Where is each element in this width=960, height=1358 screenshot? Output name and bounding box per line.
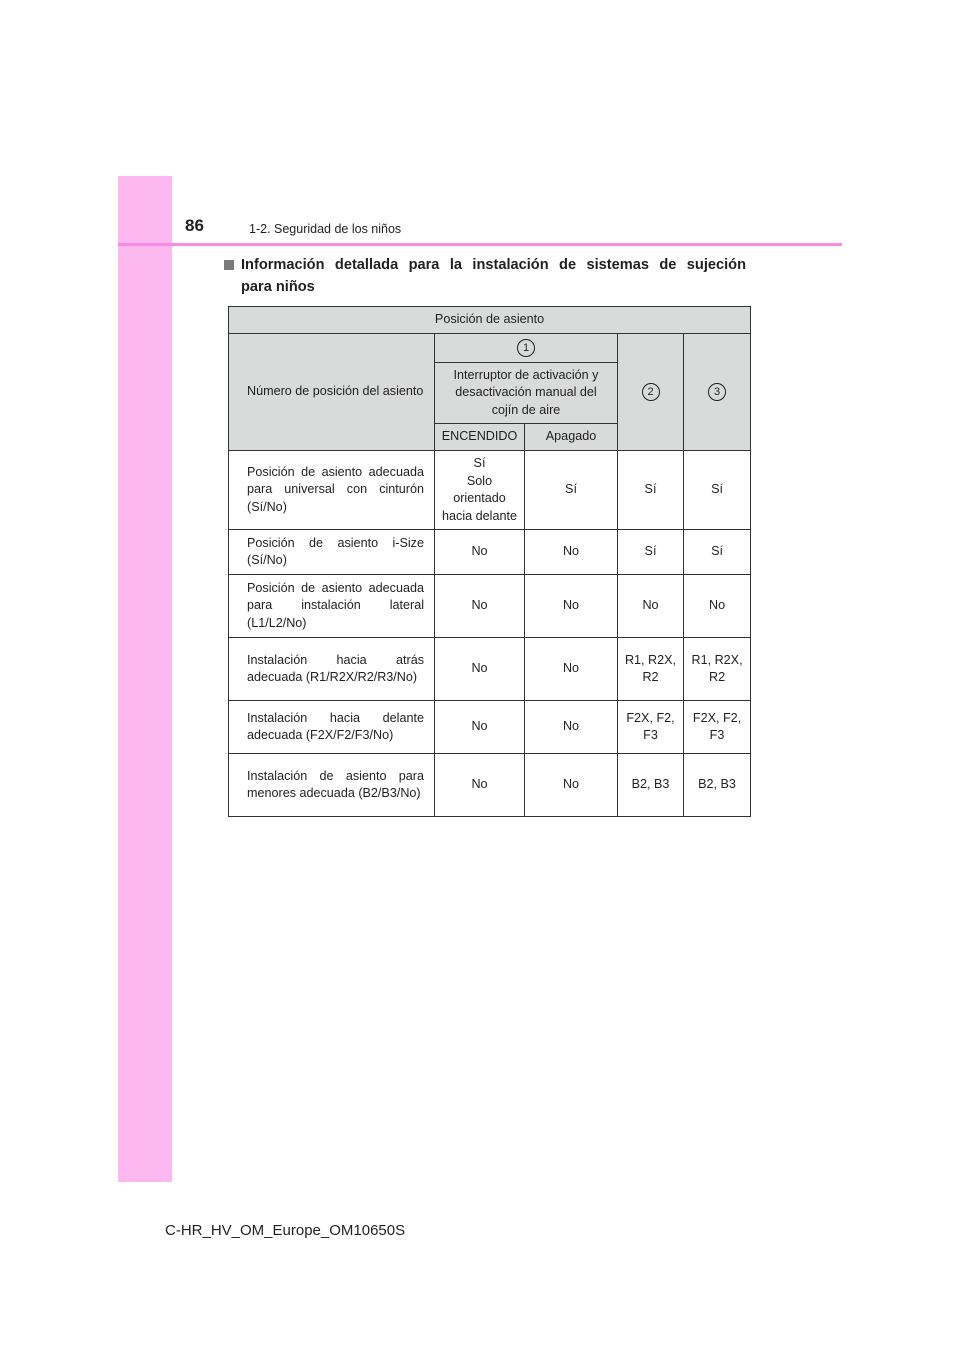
cell-line: Solo — [466, 473, 493, 488]
cell-on: No — [435, 638, 525, 701]
column-1-header — [435, 334, 618, 363]
cell-line: R1, R2X, — [624, 652, 677, 667]
cell-off: Sí — [525, 451, 618, 530]
cell-off: No — [525, 701, 618, 754]
circled-number-3-icon: 3 — [708, 383, 726, 401]
cell-line: orientado — [453, 491, 506, 505]
table-row — [229, 754, 751, 817]
cell-line: hacia delante — [442, 508, 517, 523]
table-title-row — [229, 307, 751, 334]
row-label: Posición de asiento adecuada para universal con cinturón (Sí/No) — [229, 451, 435, 530]
cell-line: F2X, F2, — [692, 710, 742, 725]
table-row — [229, 701, 751, 754]
table-row — [229, 638, 751, 701]
seat-position-table — [228, 306, 751, 817]
cell-seat-3 — [684, 701, 751, 754]
cell-seat-3: No — [684, 575, 751, 638]
column-3-header — [684, 334, 751, 451]
cell-line: R2 — [642, 670, 659, 684]
side-color-band — [118, 176, 172, 1182]
cell-on: No — [435, 530, 525, 575]
cell-on — [435, 451, 525, 530]
cell-line: R2 — [708, 670, 726, 684]
cell-seat-2 — [618, 638, 684, 701]
row-label: Instalación de asiento para menores adecuada (B2/B3/No) — [229, 754, 435, 817]
circled-number-2-icon: 2 — [642, 383, 660, 401]
cell-line: F3 — [643, 728, 658, 742]
cell-seat-2: B2, B3 — [618, 754, 684, 817]
cell-seat-2: Sí — [618, 530, 684, 575]
heading-line-2: para niños — [241, 279, 315, 295]
cell-on: No — [435, 575, 525, 638]
cell-seat-3: Sí — [684, 530, 751, 575]
page-number: 86 — [185, 216, 204, 235]
column-2-header — [618, 334, 684, 451]
seat-number-label: Número de posición del asiento — [229, 334, 435, 451]
airbag-switch-header: Interruptor de activación y desactivación manual del cojín de aire — [435, 363, 618, 424]
row-label: Posición de asiento i-Size (Sí/No) — [229, 530, 435, 575]
table-row — [229, 575, 751, 638]
cell-seat-2: No — [618, 575, 684, 638]
section-heading — [224, 254, 746, 298]
cell-seat-2: Sí — [618, 451, 684, 530]
cell-off: No — [525, 754, 618, 817]
cell-line: Sí — [473, 456, 486, 470]
cell-seat-3: B2, B3 — [684, 754, 751, 817]
cell-off: No — [525, 530, 618, 575]
switch-on-header: ENCENDIDO — [435, 424, 525, 451]
table-row — [229, 530, 751, 575]
cell-on: No — [435, 701, 525, 754]
cell-off: No — [525, 638, 618, 701]
cell-line: F3 — [709, 728, 725, 742]
cell-seat-3: Sí — [684, 451, 751, 530]
row-label: Instalación hacia atrás adecuada (R1/R2X/R2/R3/No) — [229, 638, 435, 701]
table-header-row — [229, 334, 751, 363]
cell-line: R1, R2X, — [691, 652, 743, 667]
section-title: 1-2. Seguridad de los niños — [249, 222, 402, 236]
cell-off: No — [525, 575, 618, 638]
row-label: Instalación hacia delante adecuada (F2X/F2/F3/No) — [229, 701, 435, 754]
cell-seat-2 — [618, 701, 684, 754]
document-code: C-HR_HV_OM_Europe_OM10650S — [165, 1222, 406, 1239]
circled-number-1-icon: 1 — [517, 339, 535, 357]
heading-line-1: Información detallada para la instalación de sistemas de sujeción — [241, 257, 746, 273]
cell-on: No — [435, 754, 525, 817]
row-label: Posición de asiento adecuada para instalación lateral (L1/L2/No) — [229, 575, 435, 638]
switch-off-header: Apagado — [525, 424, 618, 451]
cell-seat-3 — [684, 638, 751, 701]
square-bullet-icon — [224, 260, 234, 270]
table-row — [229, 451, 751, 530]
header-divider — [118, 243, 842, 246]
cell-line: F2X, F2, — [626, 710, 675, 725]
table-title: Posición de asiento — [229, 307, 751, 334]
